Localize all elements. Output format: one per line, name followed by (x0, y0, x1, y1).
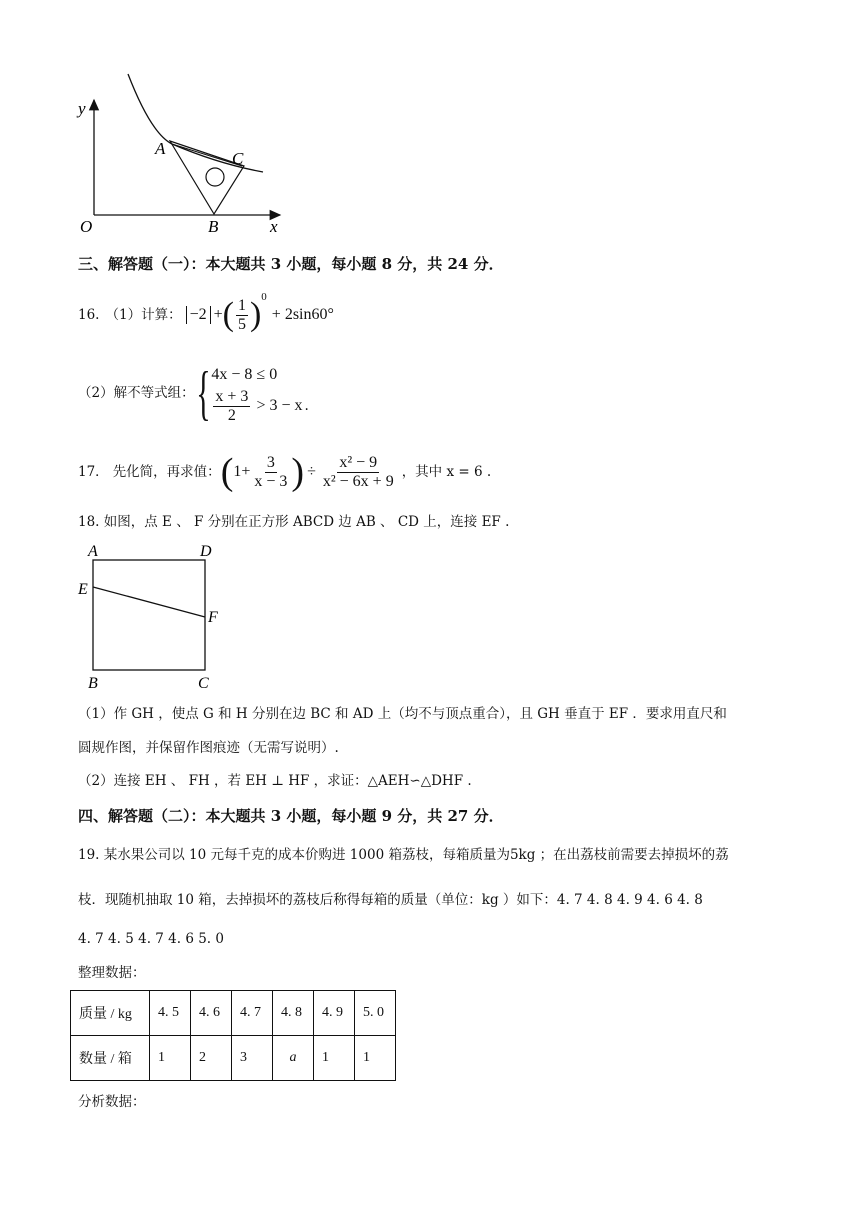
sq-label-e: E (78, 581, 88, 598)
q16-ineq2-frac (213, 388, 250, 425)
q19-data-table (70, 990, 396, 1081)
q16-abs-value: −2 (186, 306, 211, 324)
sq-label-f: F (208, 609, 218, 626)
q16-frac-den: 5 (237, 315, 246, 333)
q18-text: 18. 如图，点 E 、 F 分别在正方形 ABCD 边 AB 、 CD 上，连接 EF . (78, 514, 510, 530)
q17-number: 17． (78, 464, 109, 480)
q19-organize-label: 整理数据： (78, 965, 146, 981)
table-row (71, 1036, 396, 1081)
sq-label-c: C (198, 675, 209, 692)
table-cell: 4. 8 (273, 991, 314, 1036)
q19-analyze-label: 分析数据： (78, 1094, 146, 1110)
q16-exponent: 0 (261, 291, 267, 303)
q18-part1-line2: 圆规作图，并保留作图痕迹（无需写说明）. (78, 740, 339, 756)
label-c: C (232, 149, 244, 168)
table-cell: 4. 6 (191, 991, 232, 1036)
q17-frac1-num: 3 (266, 453, 275, 471)
q17-frac1-den: x − 3 (254, 472, 288, 490)
q17-frac1 (252, 454, 289, 491)
q17-paren-left: ( (220, 451, 234, 493)
q16-part2-prefix: （2）解不等式组： (78, 385, 195, 401)
q17-paren-right: ) (291, 451, 305, 493)
q17-prefix: 先化简，再求值： (112, 464, 221, 480)
table-cell: a (273, 1036, 314, 1081)
q16-paren-right: ) (249, 296, 262, 333)
q17-frac2-num: x² − 9 (339, 453, 378, 471)
q17-frac2 (321, 454, 396, 491)
sq-label-a: A (88, 543, 98, 560)
q16-ineq2-den: 2 (227, 406, 236, 424)
q16-part2 (78, 356, 309, 430)
q19-line2: 枝．现随机抽取 10 箱，去掉损坏的荔枝后称得每箱的质量（单位：kg ）如下：4. 7 4. 8 4. 9 4. 6 4. 8 (78, 892, 703, 908)
section-4-heading: 四、解答题（二）：本大题共 3 小题，每小题 9 分，共 27 分． (78, 807, 504, 825)
square-figure (74, 540, 234, 692)
table-row-header: 数量 / 箱 (71, 1036, 150, 1081)
q16-ineq1: 4x − 8 ≤ 0 (211, 365, 278, 383)
segment-ef (93, 587, 205, 617)
square-abcd (93, 560, 205, 670)
table-cell: 5. 0 (355, 991, 396, 1036)
q16-number: 16. (78, 307, 100, 323)
table-cell: 3 (232, 1036, 273, 1081)
q16-ineq2-num: x + 3 (215, 387, 249, 405)
table-row (71, 991, 396, 1036)
q17-one-plus: 1+ (233, 463, 251, 480)
table-cell: 4. 9 (314, 991, 355, 1036)
q16-ineq2-tail: > 3 − x (256, 397, 303, 414)
q16-part1 (78, 293, 334, 337)
q16-tail: + 2sin60° (271, 306, 334, 323)
label-b: B (208, 217, 219, 236)
inner-circle (206, 168, 224, 186)
sq-label-d: D (200, 543, 212, 560)
q17-frac2-den: x² − 6x + 9 (322, 472, 394, 490)
label-a: A (155, 139, 166, 158)
q16-plus: + (213, 306, 223, 323)
q19-line3: 4. 7 4. 5 4. 7 4. 6 5. 0 (78, 931, 224, 947)
table-cell: 1 (355, 1036, 396, 1081)
table-cell: 2 (191, 1036, 232, 1081)
q16-brace: { (195, 360, 211, 426)
table-row-header: 质量 / kg (71, 991, 150, 1036)
label-x: x (270, 217, 278, 236)
curve-triangle-figure (60, 68, 300, 238)
table-cell: 4. 7 (232, 991, 273, 1036)
q19-line1: 19. 某水果公司以 10 元每千克的成本价购进 1000 箱荔枝，每箱质量为5kg ；在出荔枝前需要去掉损坏的荔 (78, 847, 729, 863)
q16-end: . (304, 398, 309, 414)
q17-divide: ÷ (307, 463, 316, 480)
section-3-heading: 三、解答题（一）：本大题共 3 小题，每小题 8 分，共 24 分． (78, 255, 504, 273)
table-cell: 1 (150, 1036, 191, 1081)
q16-fraction (236, 297, 248, 334)
q16-paren-left: ( (222, 296, 234, 333)
q18-part2: （2）连接 EH 、 FH ，若 EH ⊥ HF ，求证：△AEH∽△DHF . (78, 773, 472, 789)
q16-system (211, 362, 308, 425)
label-o: O (80, 217, 93, 236)
q18-part1-line1: （1）作 GH ，使点 G 和 H 分别在边 BC 和 AD 上（均不与顶点重合），且 GH 垂直于 EF ．要求用直尺和 (78, 706, 727, 722)
sq-label-b: B (88, 675, 98, 692)
table-cell: 4. 5 (150, 991, 191, 1036)
label-y: y (78, 99, 86, 118)
q17 (78, 447, 491, 497)
q16-frac-num: 1 (237, 296, 246, 314)
table-cell: 1 (314, 1036, 355, 1081)
q16-part1-prefix: （1）计算： (105, 307, 182, 323)
q17-suffix: ，其中 x = 6 . (401, 464, 492, 480)
